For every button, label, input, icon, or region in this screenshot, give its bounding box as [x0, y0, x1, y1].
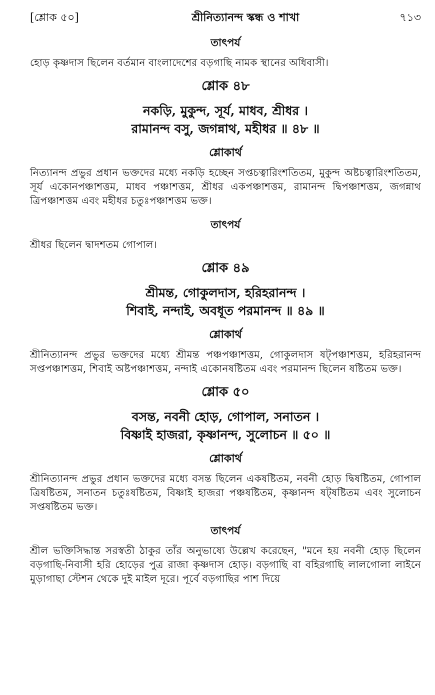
verse-line: রামানন্দ বসু, জগন্নাথ, মহীধর ॥ ৪৮ ॥ — [131, 121, 320, 137]
verse-title: শ্লোক ৫০ — [201, 385, 250, 401]
translation-title: শ্লোকার্থ — [209, 452, 242, 466]
verse-line: বিষ্ণাই হাজরা, কৃষ্ণানন্দ, সুলোচন ॥ ৫০ ॥ — [120, 427, 331, 443]
page-content — [30, 34, 421, 589]
page-header — [30, 8, 421, 28]
translation-title: শ্লোকার্থ — [209, 327, 242, 341]
verse-line: শিবাই, নন্দাই, অবধূত পরমানন্দ ॥ ৪৯ ॥ — [126, 302, 325, 318]
verse-line: নকড়ি, মুকুন্দ, সূর্য, মাধব, শ্রীধর । — [143, 103, 308, 119]
page-number: ৭১৩ — [399, 10, 421, 24]
purport-text: শ্রীল ভক্তিসিদ্ধান্ত সরস্বতী ঠাকুর তাঁর অনুভাষ্যে উল্লেখ করেছেন, "মনে হয় নবনী হোড় ছিলেন বড়গাছি-নিবাসী হরি হোড়ের পুত্র রাজা কৃষ্ণদাস হোড়। বড়গাছি বা বহিরগাছি লালগোলা লাইনে মুড়াগাছা স্টেশন থেকে দুই মাইল দূরে। পূর্বে বড়গাছির পাশ দিয়ে — [30, 545, 421, 585]
header-verse-ref: [শ্লোক ৫০] — [30, 10, 79, 24]
header-chapter-title: শ্রীনিত্যানন্দ স্কন্ধ ও শাখা — [191, 10, 300, 24]
translation-text: শ্রীনিত্যানন্দ প্রভুর প্রধান ভক্তদের মধ্যে বসন্ত ছিলেন একষষ্টিতম, নবনী হোড় দ্বিষষ্টিতম, গোপাল ত্রিষষ্টিতম, সনাতন চতুঃষষ্টিতম, বিষ্ণাই হাজরা পঞ্চষষ্টিতম, কৃষ্ণানন্দ ষট্ষষ্টিতম এবং সুলোচন সপ্তষষ্টিতম ভক্ত। — [30, 474, 421, 514]
verse-line: বসন্ত, নবনী হোড়, গোপাল, সনাতন । — [131, 409, 320, 425]
purport-title: তাৎপর্য — [210, 37, 241, 49]
translation-text: শ্রীনিত্যানন্দ প্রভুর ভক্তদের মধ্যে শ্রীমন্ত পঞ্চপঞ্চাশত্তম, গোকুলদাস ষট্পঞ্চাশত্তম, হরিহরানন্দ সপ্তপঞ্চাশত্তম, শিবাই অষ্টপঞ্চাশত্তম, নন্দাই একোনষষ্টিতম এবং পরমানন্দ ছিলেন ষষ্টিতম ভক্ত। — [30, 349, 421, 375]
verse-title: শ্লোক ৪৯ — [201, 260, 250, 276]
translation-text: নিত্যানন্দ প্রভুর প্রধান ভক্তদের মধ্যে নকড়ি হচ্ছেন সপ্তচত্বারিংশতিতম, মুকুন্দ অষ্টচত্বারিংশতিতম, সূর্য একোনপঞ্চাশত্তম, মাধব পঞ্চাশত্তম, শ্রীধর একপঞ্চাশত্তম, রামানন্দ দ্বিপঞ্চাশত্তম, জগন্নাথ ত্রিপঞ্চাশত্তম এবং মহীধর চতুঃপঞ্চাশত্তম ভক্ত। — [30, 168, 421, 208]
purport-title: তাৎপর্য — [210, 524, 241, 537]
verse-title: শ্লোক ৪৮ — [201, 79, 250, 95]
purport-text: শ্রীধর ছিলেন দ্বাদশতম গোপাল। — [30, 239, 158, 251]
verse-line: শ্রীমন্ত, গোকুলদাস, হরিহরানন্দ । — [145, 284, 306, 300]
purport-text: হোড় কৃষ্ণদাস ছিলেন বর্তমান বাংলাদেশের বড়গাছি নামক স্থানের অধিবাসী। — [30, 58, 329, 69]
purport-title: তাৎপর্য — [210, 218, 241, 231]
translation-title: শ্লোকার্থ — [209, 146, 242, 160]
